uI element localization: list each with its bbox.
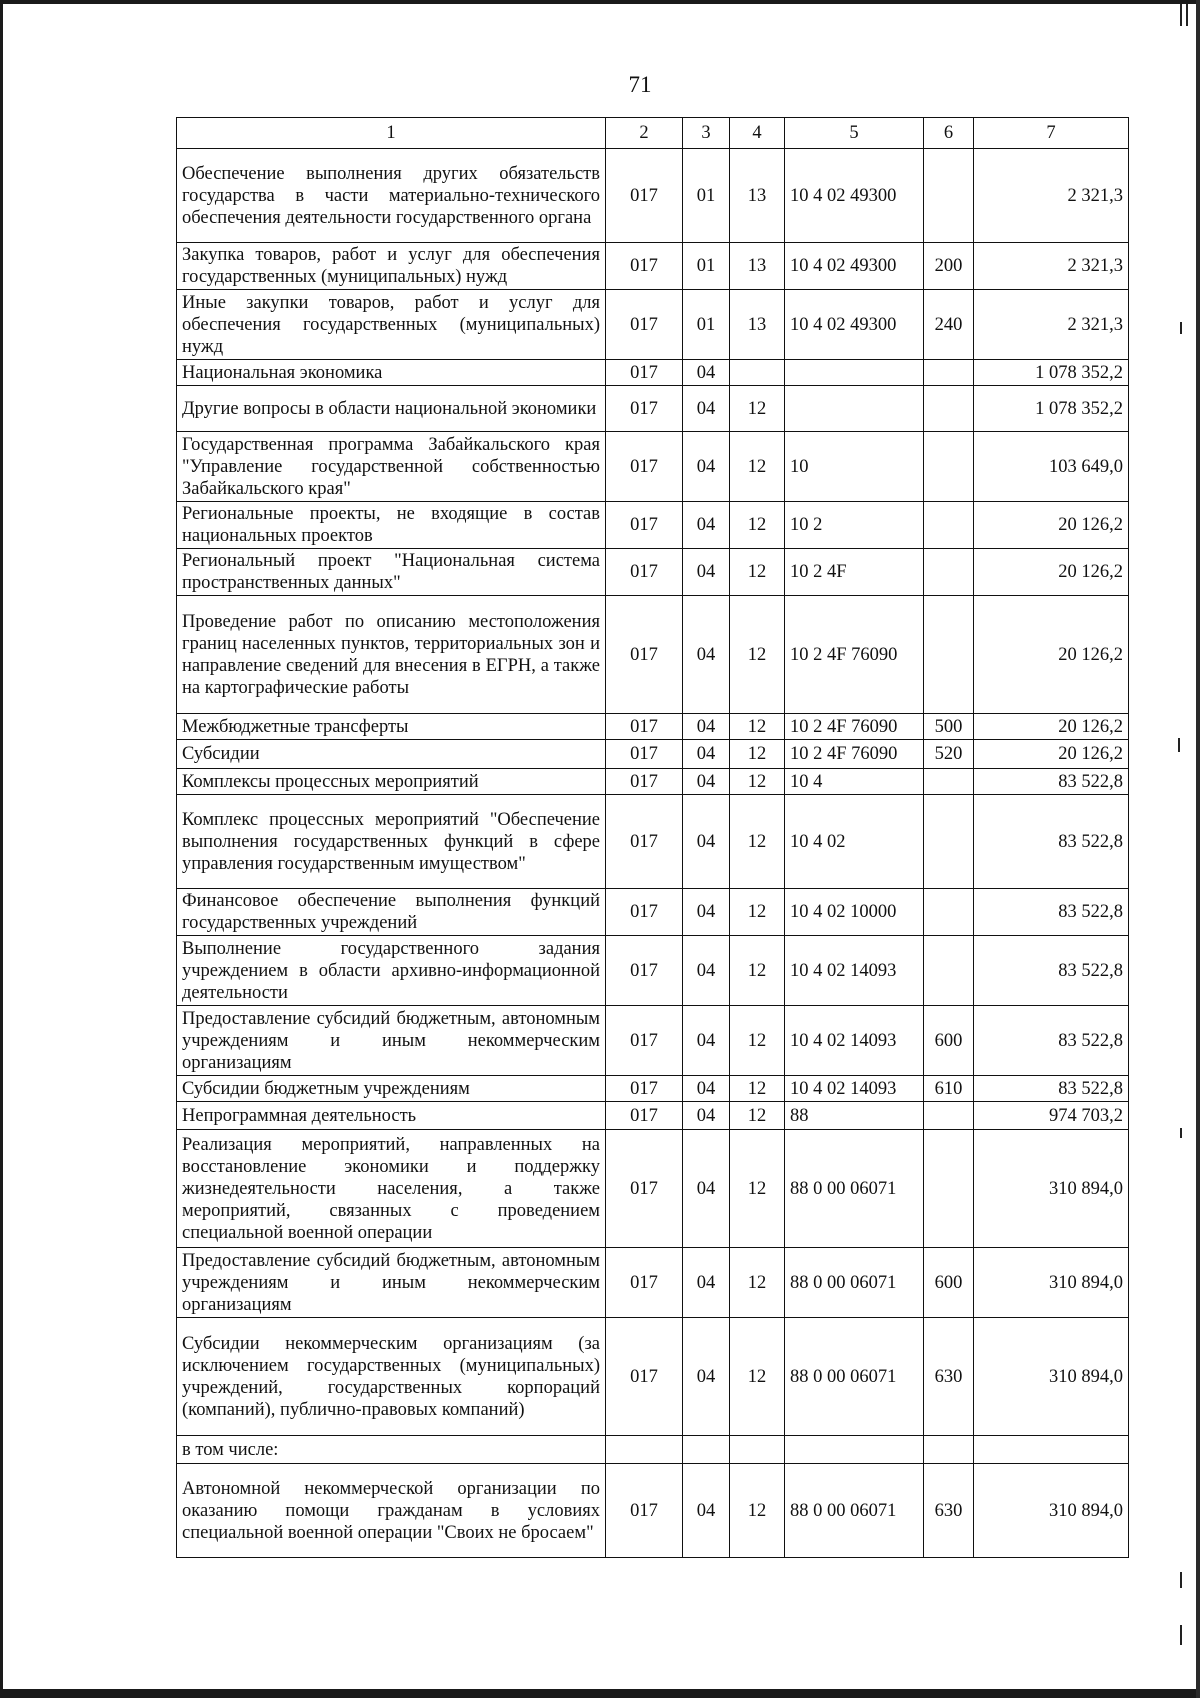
scan-border-left xyxy=(0,0,3,1698)
row-section: 04 xyxy=(683,889,730,936)
table-row xyxy=(177,149,1129,243)
row-section: 04 xyxy=(683,1076,730,1102)
row-section: 01 xyxy=(683,149,730,243)
row-expense-type xyxy=(924,1130,974,1248)
row-subsection: 12 xyxy=(730,386,785,432)
row-target-article: 10 4 02 49300 xyxy=(785,243,924,290)
row-target-article: 10 4 02 14093 xyxy=(785,1006,924,1076)
row-target-article: 10 2 4F xyxy=(785,549,924,596)
row-target-article: 10 4 02 14093 xyxy=(785,936,924,1006)
row-section: 04 xyxy=(683,1318,730,1436)
row-grbs: 017 xyxy=(606,1102,683,1130)
row-expense-type: 600 xyxy=(924,1006,974,1076)
row-target-article xyxy=(785,360,924,386)
row-section: 01 xyxy=(683,243,730,290)
margin-mark xyxy=(1186,4,1188,26)
row-grbs: 017 xyxy=(606,360,683,386)
row-target-article: 88 0 00 06071 xyxy=(785,1130,924,1248)
row-grbs: 017 xyxy=(606,795,683,889)
row-expense-type: 200 xyxy=(924,243,974,290)
row-subsection: 12 xyxy=(730,795,785,889)
margin-mark xyxy=(1180,1572,1182,1588)
row-name: Иные закупки товаров, работ и услуг для обеспечения государственных (муниципальных) нужд xyxy=(177,290,606,360)
row-expense-type: 600 xyxy=(924,1248,974,1318)
row-expense-type xyxy=(924,502,974,549)
row-subsection xyxy=(730,1436,785,1464)
row-target-article: 88 0 00 06071 xyxy=(785,1248,924,1318)
row-subsection: 13 xyxy=(730,243,785,290)
row-amount: 310 894,0 xyxy=(974,1318,1129,1436)
row-section: 04 xyxy=(683,1130,730,1248)
row-name: Региональные проекты, не входящие в состав национальных проектов xyxy=(177,502,606,549)
table-row xyxy=(177,1318,1129,1436)
table-row xyxy=(177,795,1129,889)
row-name: Региональный проект "Национальная система пространственных данных" xyxy=(177,549,606,596)
row-name: Автономной некоммерческой организации по оказанию помощи гражданам в условиях специальной военной операции "Своих не бросаем" xyxy=(177,1464,606,1558)
row-grbs: 017 xyxy=(606,1248,683,1318)
row-expense-type xyxy=(924,360,974,386)
table-row xyxy=(177,290,1129,360)
row-expense-type: 630 xyxy=(924,1464,974,1558)
row-subsection: 12 xyxy=(730,889,785,936)
row-name: Субсидии некоммерческим организациям (за исключением государственных (муниципальных) учреждений, государственных корпораций (компаний), публично-правовых компаний) xyxy=(177,1318,606,1436)
column-header: 7 xyxy=(974,118,1129,149)
table-row xyxy=(177,936,1129,1006)
row-amount: 83 522,8 xyxy=(974,1006,1129,1076)
table-row xyxy=(177,386,1129,432)
row-section: 04 xyxy=(683,1006,730,1076)
column-header: 4 xyxy=(730,118,785,149)
row-subsection: 13 xyxy=(730,149,785,243)
row-section: 04 xyxy=(683,769,730,795)
row-target-article: 10 4 02 49300 xyxy=(785,290,924,360)
row-amount: 83 522,8 xyxy=(974,1076,1129,1102)
margin-mark xyxy=(1180,322,1182,334)
row-subsection: 12 xyxy=(730,1464,785,1558)
table-row xyxy=(177,1130,1129,1248)
row-subsection: 12 xyxy=(730,1006,785,1076)
row-subsection: 12 xyxy=(730,769,785,795)
row-amount: 20 126,2 xyxy=(974,549,1129,596)
row-subsection: 12 xyxy=(730,714,785,740)
row-amount: 20 126,2 xyxy=(974,596,1129,714)
budget-table xyxy=(176,117,1129,1558)
table-row xyxy=(177,1102,1129,1130)
row-amount: 83 522,8 xyxy=(974,795,1129,889)
row-grbs: 017 xyxy=(606,432,683,502)
row-grbs: 017 xyxy=(606,149,683,243)
row-subsection: 12 xyxy=(730,1076,785,1102)
page-number: 71 xyxy=(628,72,652,97)
row-target-article: 88 0 00 06071 xyxy=(785,1318,924,1436)
row-expense-type: 500 xyxy=(924,714,974,740)
scan-border-right xyxy=(1196,0,1200,1698)
row-target-article: 10 4 02 49300 xyxy=(785,149,924,243)
row-grbs xyxy=(606,1436,683,1464)
row-section: 04 xyxy=(683,386,730,432)
row-grbs: 017 xyxy=(606,1318,683,1436)
row-expense-type xyxy=(924,432,974,502)
row-name: Другие вопросы в области национальной экономики xyxy=(177,386,606,432)
column-header: 2 xyxy=(606,118,683,149)
row-section: 04 xyxy=(683,502,730,549)
row-subsection: 12 xyxy=(730,1248,785,1318)
row-grbs: 017 xyxy=(606,1076,683,1102)
row-name: Непрограммная деятельность xyxy=(177,1102,606,1130)
row-expense-type xyxy=(924,549,974,596)
row-amount: 310 894,0 xyxy=(974,1248,1129,1318)
row-amount: 103 649,0 xyxy=(974,432,1129,502)
row-target-article: 10 4 02 10000 xyxy=(785,889,924,936)
table-row xyxy=(177,740,1129,769)
column-header: 1 xyxy=(177,118,606,149)
row-subsection: 12 xyxy=(730,740,785,769)
row-expense-type xyxy=(924,596,974,714)
row-amount: 1 078 352,2 xyxy=(974,386,1129,432)
row-grbs: 017 xyxy=(606,889,683,936)
row-amount xyxy=(974,1436,1129,1464)
margin-mark xyxy=(1180,4,1182,26)
row-name: Национальная экономика xyxy=(177,360,606,386)
row-grbs: 017 xyxy=(606,549,683,596)
row-name: Комплекс процессных мероприятий "Обеспечение выполнения государственных функций в сфере управления государственным имуществом" xyxy=(177,795,606,889)
row-expense-type xyxy=(924,889,974,936)
row-name: Государственная программа Забайкальского края "Управление государственной собственностью Забайкальского края" xyxy=(177,432,606,502)
table-row xyxy=(177,502,1129,549)
row-target-article: 10 xyxy=(785,432,924,502)
row-amount: 1 078 352,2 xyxy=(974,360,1129,386)
row-target-article: 10 2 xyxy=(785,502,924,549)
row-section: 04 xyxy=(683,1102,730,1130)
table-row xyxy=(177,769,1129,795)
row-expense-type: 240 xyxy=(924,290,974,360)
row-grbs: 017 xyxy=(606,714,683,740)
table-row xyxy=(177,1464,1129,1558)
row-target-article: 10 4 02 14093 xyxy=(785,1076,924,1102)
row-section: 04 xyxy=(683,714,730,740)
margin-mark xyxy=(1180,1625,1182,1645)
row-grbs: 017 xyxy=(606,1464,683,1558)
row-name: Проведение работ по описанию местоположения границ населенных пунктов, территориальных зон и направление сведений для внесения в ЕГРН, а также на картографические работы xyxy=(177,596,606,714)
row-target-article: 10 2 4F 76090 xyxy=(785,740,924,769)
column-header: 6 xyxy=(924,118,974,149)
row-section: 04 xyxy=(683,936,730,1006)
row-grbs: 017 xyxy=(606,386,683,432)
table-row xyxy=(177,1076,1129,1102)
row-section: 04 xyxy=(683,596,730,714)
row-grbs: 017 xyxy=(606,1006,683,1076)
row-amount: 2 321,3 xyxy=(974,290,1129,360)
row-name: Предоставление субсидий бюджетным, автономным учреждениям и иным некоммерческим организациям xyxy=(177,1006,606,1076)
row-name: Обеспечение выполнения других обязательств государства в части материально-технического обеспечения деятельности государственного органа xyxy=(177,149,606,243)
row-target-article xyxy=(785,1436,924,1464)
table-row xyxy=(177,432,1129,502)
row-subsection: 12 xyxy=(730,1130,785,1248)
table-row xyxy=(177,1436,1129,1464)
row-subsection: 12 xyxy=(730,936,785,1006)
row-amount: 2 321,3 xyxy=(974,243,1129,290)
row-section: 04 xyxy=(683,795,730,889)
row-section: 04 xyxy=(683,1248,730,1318)
row-grbs: 017 xyxy=(606,243,683,290)
row-subsection: 12 xyxy=(730,1102,785,1130)
row-grbs: 017 xyxy=(606,290,683,360)
row-expense-type: 610 xyxy=(924,1076,974,1102)
table-row xyxy=(177,889,1129,936)
row-target-article: 88 0 00 06071 xyxy=(785,1464,924,1558)
row-name: Субсидии xyxy=(177,740,606,769)
row-grbs: 017 xyxy=(606,1130,683,1248)
row-name: Выполнение государственного задания учреждением в области архивно-информационной деятельности xyxy=(177,936,606,1006)
row-name: Субсидии бюджетным учреждениям xyxy=(177,1076,606,1102)
row-amount: 310 894,0 xyxy=(974,1130,1129,1248)
row-section: 04 xyxy=(683,360,730,386)
table-row xyxy=(177,714,1129,740)
row-amount: 310 894,0 xyxy=(974,1464,1129,1558)
row-name: в том числе: xyxy=(177,1436,606,1464)
row-subsection xyxy=(730,360,785,386)
row-amount: 83 522,8 xyxy=(974,936,1129,1006)
column-header: 3 xyxy=(683,118,730,149)
row-name: Финансовое обеспечение выполнения функций государственных учреждений xyxy=(177,889,606,936)
scan-border-bottom xyxy=(0,1689,1200,1698)
row-name: Предоставление субсидий бюджетным, автономным учреждениям и иным некоммерческим организациям xyxy=(177,1248,606,1318)
row-expense-type xyxy=(924,1102,974,1130)
row-expense-type xyxy=(924,386,974,432)
row-section: 01 xyxy=(683,290,730,360)
row-expense-type xyxy=(924,1436,974,1464)
row-subsection: 13 xyxy=(730,290,785,360)
row-subsection: 12 xyxy=(730,432,785,502)
scan-border-top xyxy=(0,0,1200,4)
row-subsection: 12 xyxy=(730,502,785,549)
row-amount: 20 126,2 xyxy=(974,714,1129,740)
row-section: 04 xyxy=(683,432,730,502)
row-target-article: 10 4 xyxy=(785,769,924,795)
row-target-article: 10 4 02 xyxy=(785,795,924,889)
margin-mark xyxy=(1180,1128,1182,1138)
column-header: 5 xyxy=(785,118,924,149)
row-target-article: 10 2 4F 76090 xyxy=(785,714,924,740)
row-expense-type xyxy=(924,936,974,1006)
row-amount: 83 522,8 xyxy=(974,769,1129,795)
table-row xyxy=(177,360,1129,386)
row-expense-type xyxy=(924,149,974,243)
row-section: 04 xyxy=(683,1464,730,1558)
row-amount: 2 321,3 xyxy=(974,149,1129,243)
table-row xyxy=(177,596,1129,714)
row-subsection: 12 xyxy=(730,549,785,596)
header-row xyxy=(177,118,1129,149)
row-expense-type xyxy=(924,795,974,889)
row-name: Закупка товаров, работ и услуг для обеспечения государственных (муниципальных) нужд xyxy=(177,243,606,290)
table-row xyxy=(177,1248,1129,1318)
row-target-article: 10 2 4F 76090 xyxy=(785,596,924,714)
row-grbs: 017 xyxy=(606,502,683,549)
margin-mark xyxy=(1178,738,1180,752)
row-grbs: 017 xyxy=(606,740,683,769)
row-target-article xyxy=(785,386,924,432)
table-row xyxy=(177,1006,1129,1076)
row-expense-type: 630 xyxy=(924,1318,974,1436)
row-subsection: 12 xyxy=(730,1318,785,1436)
row-section: 04 xyxy=(683,740,730,769)
row-name: Реализация мероприятий, направленных на восстановление экономики и поддержку жизнедеятельности населения, а также мероприятий, связанных с проведением специальной военной операции xyxy=(177,1130,606,1248)
row-subsection: 12 xyxy=(730,596,785,714)
row-amount: 20 126,2 xyxy=(974,740,1129,769)
row-grbs: 017 xyxy=(606,936,683,1006)
row-amount: 20 126,2 xyxy=(974,502,1129,549)
table-row xyxy=(177,549,1129,596)
row-name: Межбюджетные трансферты xyxy=(177,714,606,740)
row-expense-type xyxy=(924,769,974,795)
row-grbs: 017 xyxy=(606,596,683,714)
row-amount: 974 703,2 xyxy=(974,1102,1129,1130)
table-row xyxy=(177,243,1129,290)
row-amount: 83 522,8 xyxy=(974,889,1129,936)
row-name: Комплексы процессных мероприятий xyxy=(177,769,606,795)
row-section: 04 xyxy=(683,549,730,596)
row-grbs: 017 xyxy=(606,769,683,795)
row-expense-type: 520 xyxy=(924,740,974,769)
row-target-article: 88 xyxy=(785,1102,924,1130)
row-section xyxy=(683,1436,730,1464)
